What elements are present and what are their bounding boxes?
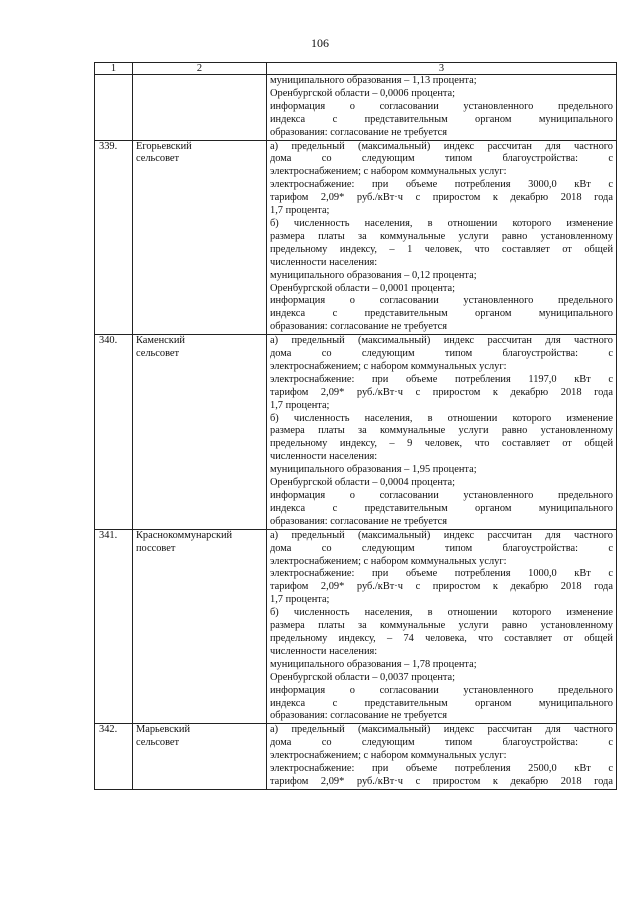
description-line: тарифом 2,09* руб./кВт·ч с приростом к декабрю 2018 года <box>270 775 613 787</box>
municipality-name <box>133 529 267 724</box>
description-line: информация о согласовании установленного предельного <box>270 295 613 307</box>
description-line: информация о согласовании установленного предельного <box>270 100 613 112</box>
description-line: размера платы за коммунальные услуги равно установленному <box>270 230 613 242</box>
description-line: размера платы за коммунальные услуги равно установленному <box>270 620 613 632</box>
municipality-name-line: Марьевский <box>136 724 191 736</box>
description-line: образования: согласование не требуется <box>270 710 448 722</box>
table-body <box>95 63 617 790</box>
description-line: дома со следующим типом благоустройства: с <box>270 153 613 165</box>
index-description <box>267 529 617 724</box>
municipality-name-line: Егорьевский <box>136 140 192 152</box>
description-line: численности населения: <box>270 451 378 463</box>
description-line: Оренбургской области – 0,0037 процента; <box>270 671 456 683</box>
table-row <box>95 75 617 141</box>
description-line: 1,7 процента; <box>270 399 330 411</box>
municipality-name-line: Краснокоммунарский <box>136 529 233 541</box>
description-line: а) предельный (максимальный) индекс рассчитан для частного <box>270 140 613 152</box>
description-line: б) численность населения, в отношении которого изменение <box>270 412 613 424</box>
description-line: электроснабжение: при объеме потребления 3000,0 кВт с <box>270 179 613 191</box>
description-line: тарифом 2,09* руб./кВт·ч с приростом к декабрю 2018 года <box>270 581 613 593</box>
row-number: 342. <box>95 724 133 790</box>
municipality-name-line: сельсовет <box>136 348 180 360</box>
description-line: Оренбургской области – 0,0006 процента; <box>270 87 456 99</box>
description-line: индекса с представительным органом муниципального <box>270 697 613 709</box>
description-line: муниципального образования – 1,13 процента; <box>270 75 477 86</box>
description-line: дома со следующим типом благоустройства: с <box>270 737 613 749</box>
table-row <box>95 724 617 790</box>
description-line: численности населения: <box>270 645 378 657</box>
description-line: электроснабжением; с набором коммунальных услуг: <box>270 750 507 762</box>
description-line: тарифом 2,09* руб./кВт·ч с приростом к декабрю 2018 года <box>270 192 613 204</box>
description-line: а) предельный (максимальный) индекс рассчитан для частного <box>270 335 613 347</box>
description-line: предельному индексу, – 9 человек, что составляет от общей <box>270 438 613 450</box>
description-line: информация о согласовании установленного предельного <box>270 490 613 501</box>
description-line: индекса с представительным органом муниципального <box>270 502 613 514</box>
description-line: численности населения: <box>270 256 378 268</box>
header-cell-3: 3 <box>267 63 617 75</box>
description-line: дома со следующим типом благоустройства: с <box>270 542 613 554</box>
description-line: размера платы за коммунальные услуги равно установленному <box>270 425 613 437</box>
row-number: 339. <box>95 140 133 335</box>
description-line: электроснабжением; с набором коммунальных услуг: <box>270 166 507 178</box>
description-line: образования: согласование не требуется <box>270 321 448 333</box>
table-row <box>95 140 617 335</box>
description-line: предельному индексу, – 1 человек, что составляет от общей <box>270 243 613 255</box>
description-line: муниципального образования – 1,95 процента; <box>270 464 477 476</box>
description-line: Оренбургской области – 0,0001 процента; <box>270 282 456 294</box>
description-line: б) численность населения, в отношении которого изменение <box>270 217 613 229</box>
row-number: 340. <box>95 335 133 530</box>
description-line: электроснабжение: при объеме потребления 2500,0 кВт с <box>270 763 613 775</box>
index-description <box>267 335 617 530</box>
description-line: Оренбургской области – 0,0004 процента; <box>270 477 456 489</box>
description-line: а) предельный (максимальный) индекс рассчитан для частного <box>270 529 613 541</box>
header-cell-2: 2 <box>133 63 267 75</box>
description-line: электроснабжением; с набором коммунальных услуг: <box>270 360 507 372</box>
description-line: электроснабжением; с набором коммунальных услуг: <box>270 555 507 567</box>
description-line: муниципального образования – 0,12 процента; <box>270 269 477 281</box>
index-description <box>267 140 617 335</box>
page-number: 106 <box>311 36 329 50</box>
municipality-name-line: Каменский <box>136 335 185 347</box>
description-line: образования: согласование не требуется <box>270 515 448 527</box>
municipality-name <box>133 140 267 335</box>
row-number: 341. <box>95 529 133 724</box>
description-line: электроснабжение: при объеме потребления 1197,0 кВт с <box>270 373 613 385</box>
description-line: 1,7 процента; <box>270 205 330 217</box>
municipality-name <box>133 724 267 790</box>
description-line: предельному индексу, – 74 человека, что составляет от общей <box>270 632 613 644</box>
municipality-name <box>133 335 267 530</box>
municipality-name-line: сельсовет <box>136 153 180 165</box>
municipality-name <box>133 75 267 141</box>
description-line: информация о согласовании установленного предельного <box>270 684 613 696</box>
description-line: а) предельный (максимальный) индекс рассчитан для частного <box>270 724 613 736</box>
index-description <box>267 75 617 141</box>
description-line: муниципального образования – 1,78 процента; <box>270 658 477 670</box>
index-table <box>94 62 617 790</box>
description-line: индекса с представительным органом муниципального <box>270 113 613 125</box>
description-line: 1,7 процента; <box>270 594 330 606</box>
header-row <box>95 63 617 75</box>
municipality-name-line: сельсовет <box>136 737 180 749</box>
description-line: дома со следующим типом благоустройства: с <box>270 348 613 360</box>
description-line: электроснабжение: при объеме потребления 1000,0 кВт с <box>270 568 613 580</box>
header-cell-1: 1 <box>95 63 133 75</box>
description-line: индекса с представительным органом муниципального <box>270 308 613 320</box>
description-line: тарифом 2,09* руб./кВт·ч с приростом к декабрю 2018 года <box>270 386 613 398</box>
index-description <box>267 724 617 790</box>
description-line: образования: согласование не требуется <box>270 126 448 138</box>
table-row <box>95 529 617 724</box>
table-row <box>95 335 617 530</box>
row-number <box>95 75 133 141</box>
description-line: б) численность населения, в отношении которого изменение <box>270 607 613 619</box>
municipality-name-line: поссовет <box>136 542 176 554</box>
